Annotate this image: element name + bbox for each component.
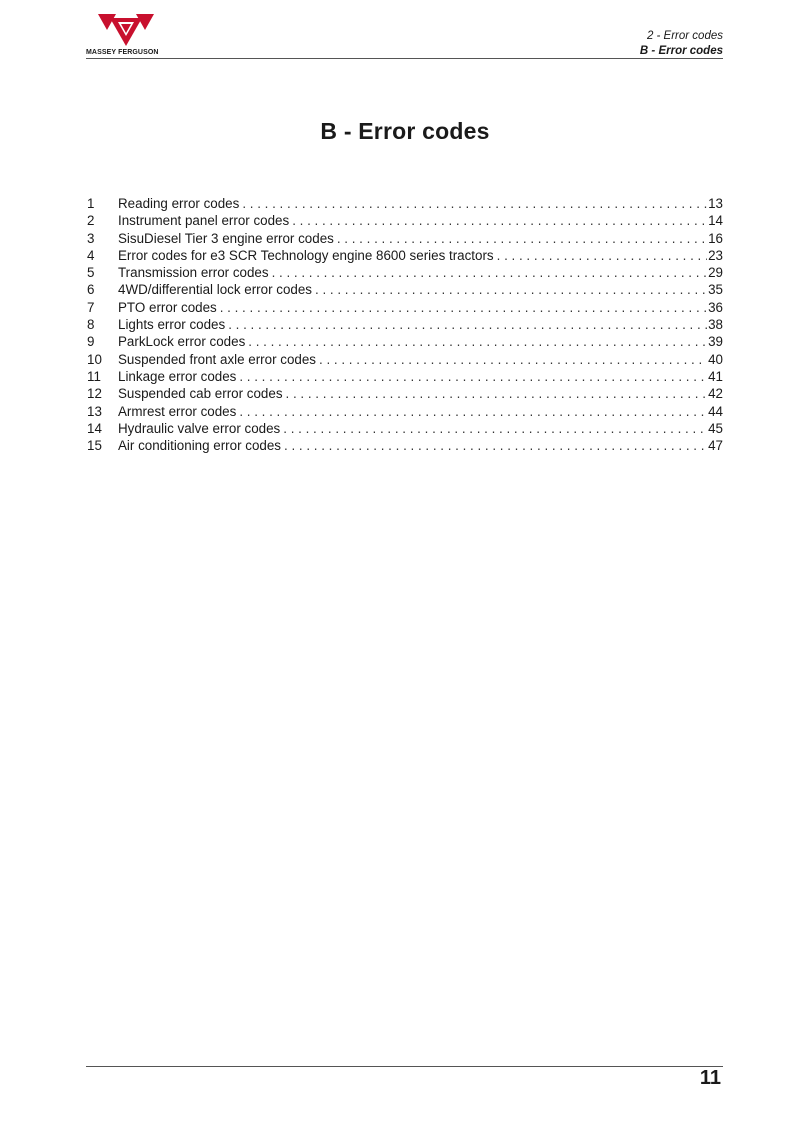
toc-entry-page[interactable]: 13 (708, 196, 723, 211)
toc-entry-number: 7 (87, 299, 95, 315)
toc-entry[interactable] (87, 300, 723, 317)
toc-entry[interactable] (87, 352, 723, 369)
toc-entry-number: 15 (87, 438, 102, 454)
dot-leader (292, 213, 707, 228)
table-of-contents (87, 196, 723, 455)
brand-logo (86, 12, 166, 58)
toc-entry-number: 2 (87, 213, 95, 229)
dot-leader (284, 438, 707, 453)
brand-name: MASSEY FERGUSON (86, 49, 159, 56)
toc-entry-page[interactable]: 40 (708, 351, 723, 367)
dot-leader (497, 248, 707, 263)
toc-entry[interactable] (87, 369, 723, 386)
toc-entry-page[interactable]: 23 (708, 247, 723, 263)
section-title: B - Error codes (639, 45, 723, 57)
toc-entry-label[interactable]: Suspended cab error codes (118, 386, 283, 402)
toc-entry[interactable] (87, 248, 723, 265)
toc-entry-label[interactable]: Linkage error codes (118, 368, 237, 384)
toc-entry[interactable] (87, 196, 723, 213)
dot-leader (337, 231, 707, 246)
toc-entry-label[interactable]: Transmission error codes (118, 265, 269, 281)
toc-entry-label[interactable]: Suspended front axle error codes (118, 351, 317, 367)
toc-entry-label[interactable]: Error codes for e3 SCR Technology engine 8600 series tractors (118, 247, 494, 263)
dot-leader (319, 352, 707, 367)
dot-leader (283, 421, 707, 436)
toc-entry-page[interactable]: 47 (708, 438, 723, 454)
dot-leader (248, 334, 707, 349)
dot-leader (239, 369, 707, 384)
footer-divider (86, 1066, 723, 1067)
page-title: B - Error codes (320, 118, 490, 144)
toc-entry-page[interactable]: 42 (708, 386, 723, 402)
toc-entry[interactable] (87, 438, 723, 455)
toc-entry[interactable] (87, 282, 723, 299)
toc-entry-page[interactable]: 29 (708, 265, 723, 281)
dot-leader (228, 317, 707, 332)
dot-leader (239, 404, 707, 419)
toc-entry-label[interactable]: Air conditioning error codes (118, 438, 282, 454)
dot-leader (242, 196, 707, 211)
toc-entry-number: 6 (87, 282, 95, 298)
toc-entry-label[interactable]: ParkLock error codes (118, 334, 246, 350)
header-divider (86, 58, 723, 59)
triple-triangle-logo-icon (96, 12, 156, 48)
toc-entry[interactable] (87, 386, 723, 403)
page-number: 11 (699, 1067, 721, 1089)
toc-entry-page[interactable]: 44 (708, 403, 723, 419)
toc-entry-number: 12 (87, 386, 102, 402)
toc-entry-label[interactable]: SisuDiesel Tier 3 engine error codes (118, 230, 334, 246)
toc-entry-number: 13 (87, 403, 102, 419)
toc-entry-label[interactable]: PTO error codes (118, 299, 217, 315)
toc-entry-page[interactable]: 16 (708, 230, 723, 246)
toc-entry-number: 1 (87, 196, 95, 211)
dot-leader (220, 300, 707, 315)
dot-leader (315, 282, 707, 297)
toc-entry-page[interactable]: 38 (708, 317, 723, 333)
toc-entry-page[interactable]: 41 (708, 368, 723, 384)
toc-entry[interactable] (87, 334, 723, 351)
toc-entry-label[interactable]: Instrument panel error codes (118, 213, 290, 229)
toc-entry[interactable] (87, 404, 723, 421)
toc-entry-page[interactable]: 45 (708, 420, 723, 436)
toc-entry-number: 10 (87, 351, 102, 367)
toc-entry-label[interactable]: Lights error codes (118, 317, 226, 333)
toc-entry-number: 9 (87, 334, 95, 350)
toc-entry[interactable] (87, 213, 723, 230)
toc-entry-label[interactable]: Reading error codes (118, 196, 240, 211)
toc-entry-number: 14 (87, 420, 102, 436)
toc-entry-page[interactable]: 35 (708, 282, 723, 298)
running-header (640, 29, 723, 59)
toc-entry-number: 5 (87, 265, 95, 281)
toc-entry-label[interactable]: Armrest error codes (118, 403, 237, 419)
toc-entry-number: 3 (87, 230, 95, 246)
toc-entry[interactable] (87, 317, 723, 334)
toc-entry-page[interactable]: 39 (708, 334, 723, 350)
toc-entry-label[interactable]: Hydraulic valve error codes (118, 420, 281, 436)
toc-entry-number: 8 (87, 317, 95, 333)
chapter-title: 2 - Error codes (646, 30, 723, 42)
dot-leader (272, 265, 708, 280)
toc-entry[interactable] (87, 265, 723, 282)
toc-entry-page[interactable]: 14 (708, 213, 723, 229)
dot-leader (286, 386, 708, 401)
toc-entry-page[interactable]: 36 (708, 299, 723, 315)
toc-entry[interactable] (87, 231, 723, 248)
toc-entry-number: 4 (87, 247, 95, 263)
toc-entry-number: 11 (87, 368, 101, 384)
toc-entry-label[interactable]: 4WD/differential lock error codes (118, 282, 312, 298)
toc-entry[interactable] (87, 421, 723, 438)
